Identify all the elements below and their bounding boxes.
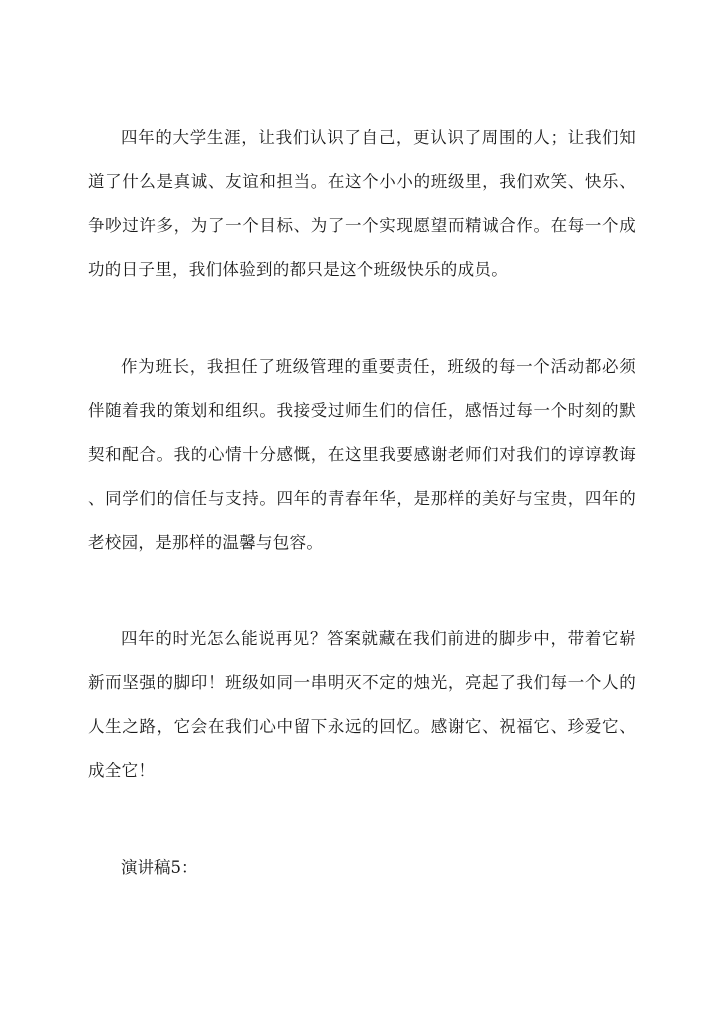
paragraph-line: 新而坚强的脚印！班级如同一串明灭不定的烛光，亮起了我们每一个人的 bbox=[88, 673, 636, 692]
paragraph-line: 人生之路，它会在我们心中留下永远的回忆。感谢它、祝福它、珍爱它、 bbox=[88, 717, 636, 736]
paragraph-line: 伴随着我的策划和组织。我接受过师生们的信任，感悟过每一个时刻的默 bbox=[88, 401, 636, 420]
paragraph-line: 契和配合。我的心情十分感慨，在这里我要感谢老师们对我们的谆谆教诲 bbox=[88, 445, 636, 464]
paragraph-line: 功的日子里，我们体验到的都只是这个班级快乐的成员。 bbox=[88, 260, 508, 279]
paragraph-line: 老校园，是那样的温馨与包容。 bbox=[88, 533, 324, 552]
paragraph-line: 争吵过许多，为了一个目标、为了一个实现愿望而精诚合作。在每一个成 bbox=[88, 216, 636, 235]
paragraph-line: 四年的大学生涯，让我们认识了自己，更认识了周围的人；让我们知 bbox=[121, 128, 636, 147]
paragraph-line: 、同学们的信任与支持。四年的青春年华，是那样的美好与宝贵，四年的 bbox=[88, 489, 636, 508]
paragraph-line: 作为班长，我担任了班级管理的重要责任，班级的每一个活动都必须 bbox=[121, 357, 636, 376]
section-heading: 演讲稿5： bbox=[121, 858, 198, 877]
paragraph-1 bbox=[88, 116, 636, 292]
paragraph-line: 四年的时光怎么能说再见？答案就藏在我们前进的脚步中，带着它崭 bbox=[121, 629, 636, 648]
paragraph-3 bbox=[88, 617, 636, 793]
paragraph-line: 道了什么是真诚、友谊和担当。在这个小小的班级里，我们欢笑、快乐、 bbox=[88, 172, 636, 191]
paragraph-line: 成全它！ bbox=[88, 761, 156, 780]
paragraph-2 bbox=[88, 345, 636, 565]
